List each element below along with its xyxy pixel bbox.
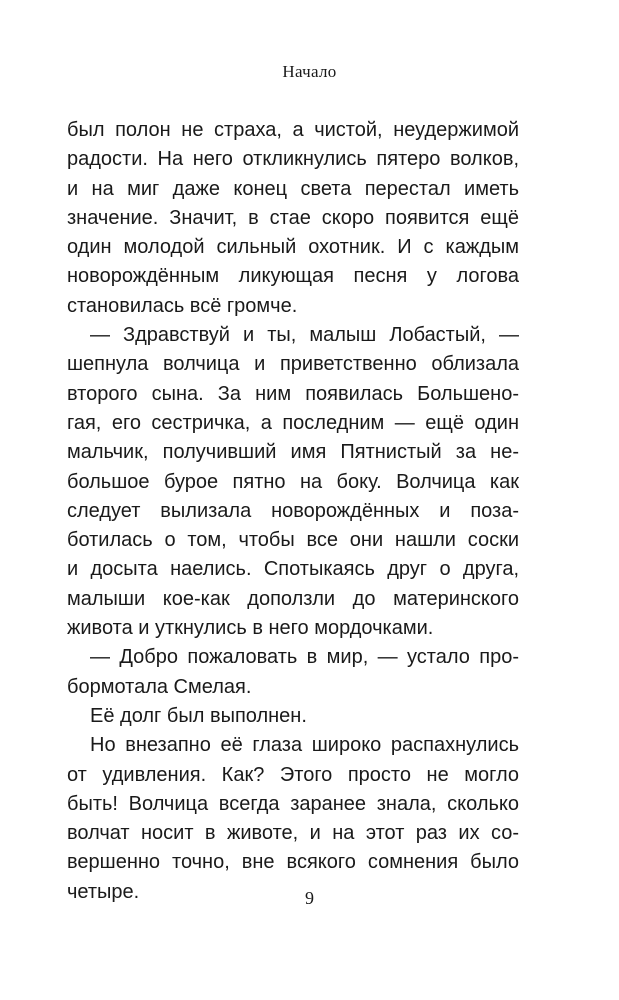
paragraph [67, 702, 519, 731]
text-line: Её долг был выполнен. [90, 704, 307, 727]
text-line: ботилась о том, чтобы все они нашли соски [67, 529, 519, 552]
paragraph [67, 643, 519, 702]
text-line: Но внезапно её глаза широко распахнулись [90, 734, 519, 757]
text-line: от удивления. Как? Этого просто не могло [67, 763, 519, 786]
text-line: живота и уткнулись в него мордочками. [67, 617, 434, 640]
running-head: Начало [282, 62, 337, 81]
text-line: второго сына. За ним появилась Большено- [67, 382, 519, 405]
body-text [67, 116, 519, 907]
text-line: — Добро пожаловать в мир, — устало про- [90, 646, 519, 669]
text-line: гая, его сестричка, а последним — ещё один [67, 411, 519, 434]
text-line: становилась всё громче. [67, 294, 298, 317]
text-line: бормотала Смелая. [67, 675, 252, 698]
text-line: быть! Волчица всегда заранее знала, сколько [67, 792, 519, 815]
text-line: малыши кое-как доползли до материнского [67, 587, 519, 610]
paragraph [67, 321, 519, 643]
paragraph [67, 731, 519, 907]
paragraph [67, 116, 519, 321]
text-line: мальчик, получивший имя Пятнистый за не- [67, 441, 519, 464]
text-line: — Здравствуй и ты, малыш Лобастый, — [90, 324, 519, 347]
text-line: новорождённым ликующая песня у логова [67, 265, 519, 288]
text-line: следует вылизала новорождённых и поза- [67, 499, 519, 522]
page-number: 9 [305, 888, 314, 908]
text-line: и досыта наелись. Спотыкаясь друг о друга, [67, 558, 519, 581]
text-line: четыре. [67, 880, 140, 903]
text-line: шепнула волчица и приветственно облизала [67, 353, 519, 376]
text-line: и на миг даже конец света перестал иметь [67, 177, 519, 200]
text-line: большое бурое пятно на боку. Волчица как [67, 470, 519, 493]
text-line: волчат носит в животе, и на этот раз их со- [67, 822, 519, 845]
text-line: один молодой сильный охотник. И с каждым [67, 236, 519, 259]
text-line: был полон не страха, а чистой, неудержимой [67, 119, 519, 141]
text-line: радости. На него откликнулись пятеро волков, [67, 148, 519, 171]
text-line: вершенно точно, вне всякого сомнения было [67, 851, 519, 874]
text-line: значение. Значит, в стае скоро появится ещё [67, 206, 519, 229]
